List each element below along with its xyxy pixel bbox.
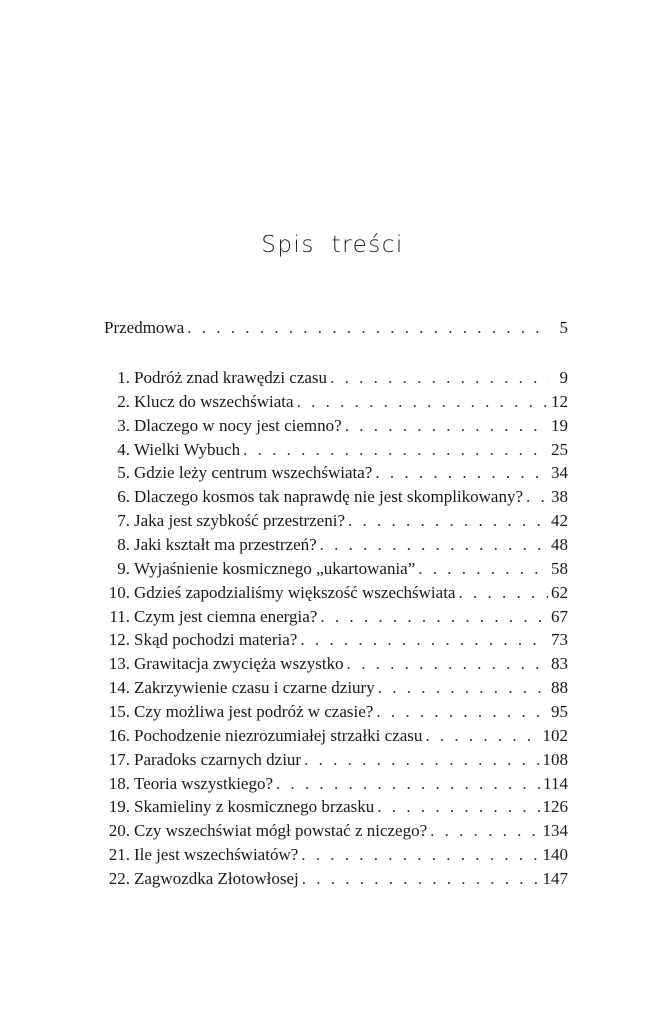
toc-entry-number: 13.: [108, 654, 130, 674]
toc-entry[interactable]: [104, 795, 568, 819]
toc-entry[interactable]: [104, 509, 568, 533]
toc-entry-label: Jaki kształt ma przestrzeń?: [134, 535, 317, 554]
toc-entry-number: 9.: [117, 558, 130, 578]
dot-leader: [320, 605, 548, 629]
dot-leader: [378, 676, 548, 700]
toc-entry-number: 15.: [108, 701, 130, 721]
dot-leader: [320, 533, 548, 557]
toc-entry-number: 21.: [108, 845, 130, 864]
toc-entry-number: 20.: [108, 821, 130, 841]
toc-entry[interactable]: [104, 843, 568, 867]
dot-leader: [300, 628, 548, 652]
toc-entry-label: Pochodzenie niezrozumiałej strzałki czasu: [134, 725, 423, 745]
dot-leader: [345, 414, 548, 438]
toc-entry-page: 9: [559, 368, 568, 387]
toc-entry-page: 5: [559, 318, 568, 337]
toc-entry-label: Czy wszechświat mógł powstać z niczego?: [134, 821, 428, 841]
dot-leader: [430, 819, 539, 843]
toc-entry[interactable]: [104, 748, 568, 772]
toc-entry-number: 7.: [117, 511, 130, 531]
toc-entry-page: 147: [542, 868, 568, 888]
toc-entry-label: Wyjaśnienie kosmicznego „ukartowania”: [134, 558, 416, 578]
toc-entry-number: 17.: [108, 749, 130, 769]
toc-entry-number: 14.: [108, 678, 130, 697]
toc-entry-page: 48: [551, 535, 568, 554]
toc-entry-page: 95: [551, 701, 568, 721]
dot-leader: [243, 438, 548, 462]
toc-entry-number: 11.: [109, 606, 130, 626]
toc-entry-number: 18.: [108, 773, 130, 793]
toc-entry-number: 4.: [117, 439, 130, 459]
toc-entry-page: 25: [551, 439, 568, 459]
dot-leader: [418, 557, 548, 581]
toc-entry-label: Dlaczego w nocy jest ciemno?: [134, 415, 342, 435]
toc-entry[interactable]: [104, 724, 568, 748]
toc-entry[interactable]: [104, 414, 568, 438]
toc-entry-page: 126: [542, 797, 568, 817]
toc-entry-label: Gdzieś zapodzialiśmy większość wszechświata: [134, 582, 456, 602]
toc-entry[interactable]: [104, 390, 568, 414]
toc-entry-label: Grawitacja zwycięża wszystko: [134, 654, 344, 674]
toc-entry[interactable]: [104, 628, 568, 652]
dot-leader: [276, 772, 540, 796]
toc-entry-page: 58: [551, 558, 568, 578]
toc-entry-number: 10.: [108, 582, 130, 602]
toc-entry[interactable]: [104, 819, 568, 843]
toc-entry-page: 134: [542, 821, 568, 841]
toc-entry-number: 2.: [117, 391, 130, 411]
toc-entry-page: 12: [551, 391, 568, 411]
toc-entry[interactable]: [104, 605, 568, 629]
toc-entry-page: 102: [542, 725, 568, 745]
toc-entry-label: Czy możliwa jest podróż w czasie?: [134, 701, 374, 721]
toc-entry-label: Ile jest wszechświatów?: [134, 845, 299, 864]
toc-entry-page: 19: [551, 415, 568, 435]
page-title: Spis treści: [261, 232, 404, 258]
toc-entry-label: Klucz do wszechświata: [134, 391, 294, 411]
toc-entry-label: Gdzie leży centrum wszechświata?: [134, 463, 373, 483]
dot-leader: [458, 581, 548, 605]
toc-entry-label: Czym jest ciemna energia?: [134, 606, 318, 626]
dot-leader: [297, 390, 548, 414]
dot-leader: [377, 795, 539, 819]
toc-entry-page: 114: [543, 773, 568, 793]
toc-entry[interactable]: [104, 867, 568, 891]
toc-entry-number: 3.: [117, 415, 130, 435]
toc-entry[interactable]: [104, 366, 568, 390]
dot-leader: [304, 748, 539, 772]
dot-leader: [347, 652, 548, 676]
toc-entry-page: 140: [542, 845, 568, 864]
toc-entry-preface[interactable]: [104, 316, 568, 340]
toc-entry-number: 6.: [117, 487, 130, 507]
toc-entry-page: 83: [551, 654, 568, 674]
toc-entry-label: Paradoks czarnych dziur: [134, 749, 302, 769]
toc-entry-label: Wielki Wybuch: [134, 439, 241, 459]
toc-entry-number: 12.: [108, 630, 130, 650]
dot-leader: [376, 700, 548, 724]
toc-entry-label: Dlaczego kosmos tak naprawdę nie jest skomplikowany?: [134, 487, 524, 507]
dot-leader: [330, 366, 549, 390]
toc-entry-page: 62: [551, 582, 568, 602]
toc-entry-number: 19.: [108, 797, 130, 817]
toc-entry-page: 67: [551, 606, 568, 626]
dot-leader: [187, 316, 549, 340]
toc-entry-page: 34: [551, 463, 568, 483]
toc-entry-number: 1.: [117, 368, 130, 387]
dot-leader: [302, 867, 540, 891]
toc-entry-label: Jaka jest szybkość przestrzeni?: [134, 511, 345, 531]
toc-entry[interactable]: [104, 485, 568, 509]
toc-entry-page: 38: [551, 487, 568, 507]
toc-entry-number: 5.: [117, 463, 130, 483]
dot-leader: [301, 843, 539, 867]
dot-leader: [375, 461, 548, 485]
toc-entry-label: Zagwozdka Złotowłosej: [134, 868, 299, 888]
toc-entry[interactable]: [104, 772, 568, 796]
toc-entry[interactable]: [104, 700, 568, 724]
toc-entry-page: 42: [551, 511, 568, 531]
toc-entry-label: Przedmowa: [104, 318, 185, 337]
toc-entry-page: 73: [551, 630, 568, 650]
toc-entry[interactable]: [104, 676, 568, 700]
toc-entry-label: Podróż znad krawędzi czasu: [134, 368, 328, 387]
dot-leader: [526, 485, 548, 509]
toc-entry-page: 108: [542, 749, 568, 769]
toc-entry[interactable]: [104, 652, 568, 676]
toc-entry-label: Teoria wszystkiego?: [134, 773, 274, 793]
toc-entry-number: 16.: [108, 725, 130, 745]
dot-leader: [425, 724, 539, 748]
toc-entry[interactable]: [104, 461, 568, 485]
toc-entry[interactable]: [104, 557, 568, 581]
toc-entry-label: Skąd pochodzi materia?: [134, 630, 298, 650]
toc-entry[interactable]: [104, 438, 568, 462]
toc-entry-label: Skamieliny z kosmicznego brzasku: [134, 797, 375, 817]
toc-entry[interactable]: [104, 581, 568, 605]
toc-entry-label: Zakrzywienie czasu i czarne dziury: [134, 678, 375, 697]
dot-leader: [348, 509, 548, 533]
toc-entry-number: 8.: [117, 535, 130, 554]
toc-entry-page: 88: [551, 678, 568, 697]
toc-entry[interactable]: [104, 533, 568, 557]
toc-entry-number: 22.: [108, 868, 130, 888]
